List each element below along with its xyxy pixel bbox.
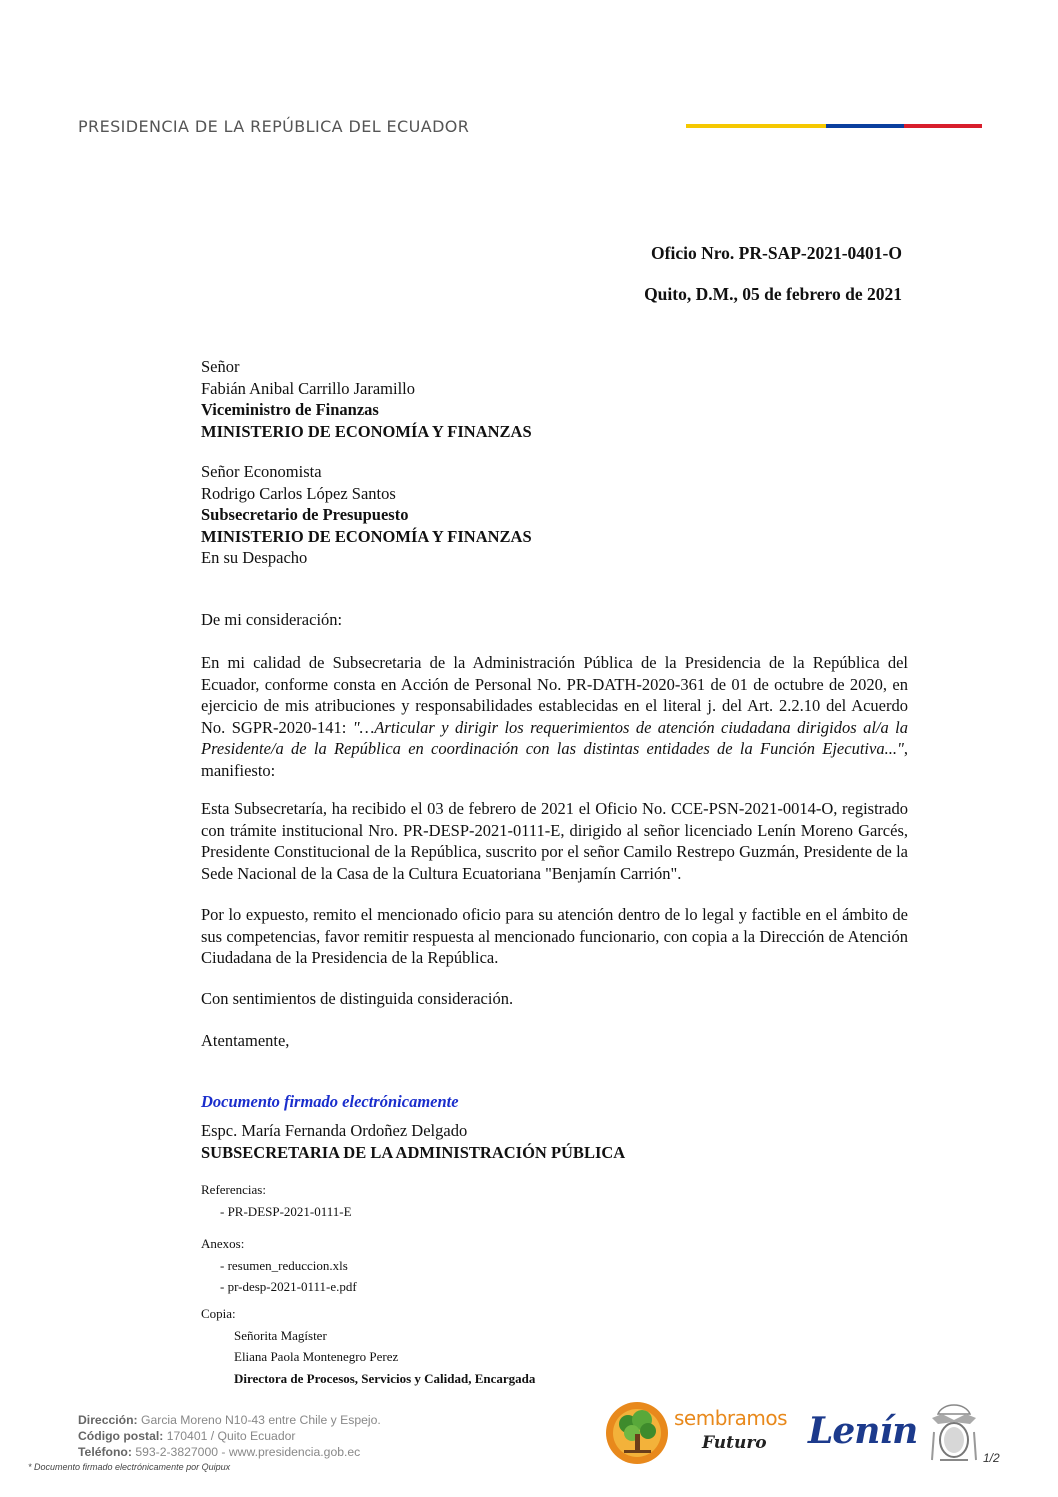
paragraph-2-text: Esta Subsecretaría, ha recibido el 03 de febrero de 2021 el Oficio No. CCE-PSN-2021-0014-O, registrado con trámite institucional Nro. PR-DESP-2021-0111-E, dirigido al señor licenciado Lenín Moreno Garcés, Presidente Constitucional de la República, suscrito por el señor Camilo Restrepo Guzmán, Presidente de la Sede Nacional de la Casa de la Cultura Ecuatoriana "Benjamín Carrión". (201, 799, 908, 883)
recipient-organization: MINISTERIO DE ECONOMÍA Y FINANZAS (201, 526, 532, 546)
flag-stripe-yellow (686, 124, 826, 128)
recipient-organization: MINISTERIO DE ECONOMÍA Y FINANZAS (201, 421, 532, 441)
recipient-position: Viceministro de Finanzas (201, 400, 379, 419)
recipient-block-2 (201, 461, 532, 569)
copy-name: Eliana Paola Montenegro Perez (234, 1349, 399, 1364)
recipient-name: Rodrigo Carlos López Santos (201, 483, 396, 503)
closing-line: Con sentimientos de distinguida consideración. (201, 989, 514, 1008)
footer-address-label: Dirección: (78, 1413, 138, 1427)
flag-stripe-red (904, 124, 982, 128)
paragraph-2 (201, 798, 908, 884)
references-block (201, 1181, 352, 1224)
annexes-block (201, 1235, 357, 1300)
sembramos-text: sembramos (674, 1406, 788, 1430)
annexes-label: Anexos: (201, 1236, 245, 1251)
recipient-salutation: Señor (201, 357, 240, 376)
regards: Atentamente, (201, 1031, 290, 1050)
footer-contact (78, 1412, 381, 1460)
footer-phone: 593-2-3827000 - www.presidencia.gob.ec (135, 1445, 361, 1459)
quipux-note: * Documento firmado electrónicamente por Quipux (28, 1462, 231, 1472)
recipient-name: Fabián Anibal Carrillo Jaramillo (201, 378, 416, 398)
flag-stripe-blue (826, 124, 904, 128)
paragraph-1 (201, 652, 908, 781)
paragraph-1-quote: "…Articular y dirigir los requerimientos de atención ciudadana dirigidos al/a la Presidente/a de la República en coordinación con las distintas entidades de la Función Ejecutiva..." (201, 717, 908, 758)
paragraph-1-text: En mi calidad de Subsecretaria de la Administración Pública de la Presidencia de la República del Ecuador, conforme consta en Acción de Personal No. PR-DATH-2020-361 de 01 de octubre de 2020, en ejercicio de mis atribuciones y responsabilidades establecidas en el literal j. del Art. 2.2.10 del Acuerdo No. SGPR-2020-141: (201, 653, 908, 737)
greeting: De mi consideración: (201, 610, 343, 629)
references-label: Referencias: (201, 1182, 266, 1197)
copy-position: Directora de Procesos, Servicios y Calidad, Encargada (234, 1370, 536, 1386)
annex-item: - pr-desp-2021-0111-e.pdf (220, 1279, 357, 1294)
office-number: Oficio Nro. PR-SAP-2021-0401-O (651, 243, 902, 263)
paragraph-3-text: Por lo expuesto, remito el mencionado oficio para su atención dentro de lo legal y factible en el ámbito de sus competencias, favor remitir respuesta al mencionado funcionario, con copia a la Dirección de Atención Ciudadana de la Presidencia de la República. (201, 905, 908, 967)
recipient-salutation: Señor Economista (201, 462, 322, 481)
signed-note: Documento firmado electrónicamente (201, 1092, 459, 1111)
page-number: 1/2 (983, 1451, 1000, 1465)
footer-postal-label: Código postal: (78, 1429, 164, 1443)
signer-name: Espc. María Fernanda Ordoñez Delgado (201, 1121, 468, 1140)
footer-postal: 170401 / Quito Ecuador (166, 1429, 296, 1443)
coat-of-arms-seal (926, 1402, 982, 1466)
footer-phone-label: Teléfono: (78, 1445, 132, 1459)
paragraph-3 (201, 904, 908, 969)
signer-block (201, 1120, 625, 1163)
recipient-closing: En su Despacho (201, 548, 308, 567)
office-date: Quito, D.M., 05 de febrero de 2021 (644, 284, 902, 304)
copy-salutation: Señorita Magíster (234, 1327, 327, 1343)
tree-icon (604, 1400, 670, 1466)
futuro-text: Futuro (702, 1433, 767, 1453)
reference-item: - PR-DESP-2021-0111-E (220, 1203, 352, 1219)
sembramos-futuro-logo (604, 1400, 794, 1466)
lenin-logo: Lenín (808, 1410, 918, 1452)
paragraph-1-ending: , manifiesto: (201, 739, 908, 780)
recipient-block-1 (201, 356, 532, 442)
institution-header: PRESIDENCIA DE LA REPÚBLICA DEL ECUADOR (78, 117, 470, 136)
annex-item: - resumen_reduccion.xls (220, 1257, 348, 1273)
footer-address: Garcia Moreno N10-43 entre Chile y Espejo. (141, 1413, 381, 1427)
coat-of-arms-icon (926, 1402, 982, 1466)
recipient-position: Subsecretario de Presupuesto (201, 505, 409, 524)
copy-block (201, 1305, 535, 1391)
copy-label: Copia: (201, 1306, 236, 1321)
signer-title: SUBSECRETARIA DE LA ADMINISTRACIÓN PÚBLICA (201, 1142, 626, 1162)
